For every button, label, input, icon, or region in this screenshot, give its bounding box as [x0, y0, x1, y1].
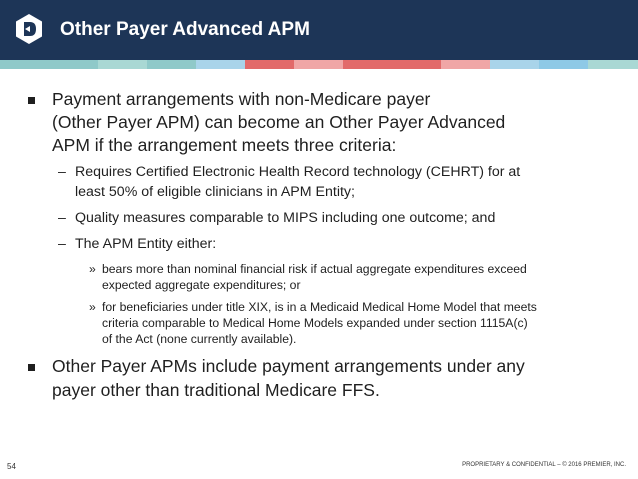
bullet-line: payer other than traditional Medicare FFS.	[52, 380, 380, 400]
sub-bullet-line: Requires Certified Electronic Health Record technology (CEHRT) for at	[75, 164, 521, 180]
sub-sub-bullet-line: for beneficiaries under title XIX, is in a Medicaid Medical Home Model that meets	[102, 300, 537, 314]
bullet-line: Payment arrangements with non-Medicare payer	[52, 89, 431, 109]
sub-sub-bullet-line: criteria comparable to Medical Home Models expanded under section 1115A(c)	[102, 316, 528, 330]
bullet-line: Other Payer APMs include payment arrangements under any	[52, 356, 525, 376]
sub-bullet-marker: –	[58, 164, 66, 180]
sub-bullet-marker: –	[58, 210, 66, 226]
sub-bullet-marker: –	[58, 236, 66, 252]
sub-sub-bullet-marker: »	[89, 300, 96, 314]
bullet-marker	[28, 364, 35, 371]
sub-sub-bullet-line: bears more than nominal financial risk if actual aggregate expenditures exceed	[102, 262, 527, 276]
page-number: 54	[7, 462, 16, 471]
footer-copyright: PROPRIETARY & CONFIDENTIAL – © 2016 PREMIER, INC.	[462, 462, 626, 468]
slide-title: Other Payer Advanced APM	[60, 19, 310, 40]
sub-sub-bullet-marker: »	[89, 262, 96, 276]
sub-bullet-line: The APM Entity either:	[75, 236, 217, 252]
sub-bullet-line: least 50% of eligible clinicians in APM Entity;	[75, 184, 355, 200]
bullet-line: APM if the arrangement meets three criteria:	[52, 135, 397, 155]
bullet-marker	[28, 97, 35, 104]
sub-bullet-line: Quality measures comparable to MIPS including one outcome; and	[75, 210, 496, 226]
sub-sub-bullet-line: expected aggregate expenditures; or	[102, 278, 301, 292]
sub-sub-bullet-line: of the Act (none currently available).	[102, 332, 297, 346]
bullet-line: (Other Payer APM) can become an Other Payer Advanced	[52, 112, 506, 132]
